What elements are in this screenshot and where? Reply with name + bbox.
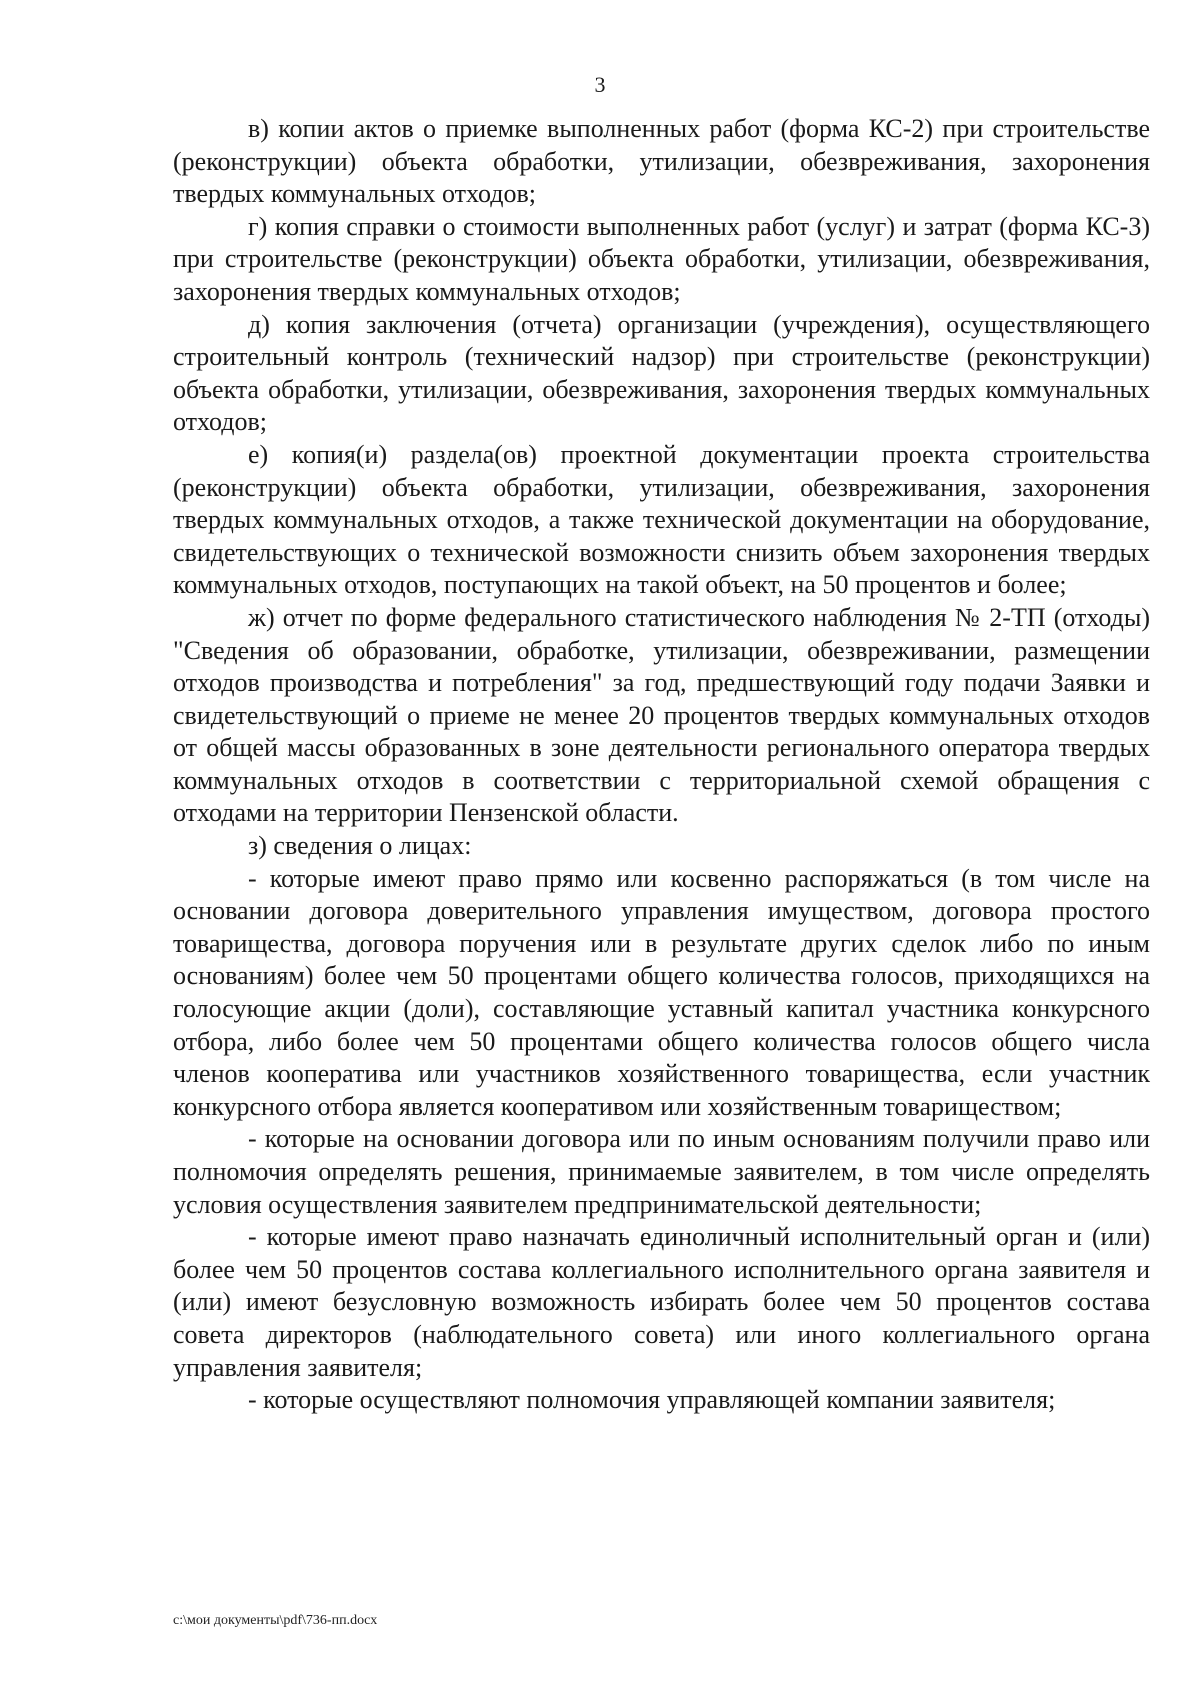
paragraph-g: г) копия справки о стоимости выполненных работ (услуг) и затрат (форма КС-3) при строительстве (реконструкции) объекта обработки, утилизации, обезвреживания, захоронения твердых коммунальных отходов; bbox=[173, 211, 1150, 306]
paragraph-z: з) сведения о лицах: bbox=[248, 831, 472, 861]
page-number: 3 bbox=[594, 72, 606, 97]
document-body bbox=[173, 113, 1150, 1417]
list-item-persons-management: - которые осуществляют полномочия управляющей компании заявителя; bbox=[248, 1385, 1056, 1415]
footer-file-path: c:\мои документы\pdf\736-пп.docx bbox=[173, 1613, 378, 1628]
list-item-persons-decisions: - которые на основании договора или по иным основаниям получили право или полномочия определять решения, принимаемые заявителем, в том числе определять условия осуществления заявителем предпринимательской деятельности; bbox=[173, 1124, 1150, 1219]
paragraph-zh: ж) отчет по форме федерального статистического наблюдения № 2-ТП (отходы) "Сведения об образовании, обработке, утилизации, обезвреживании, размещении отходов производства и потребления" за год, предшествующий году подачи Заявки и свидетельствующий о приеме не менее 20 процентов твердых коммунальных отходов от общей массы образованных в зоне деятельности регионального оператора твердых коммунальных отходов в соответствии с территориальной схемой обращения с отходами на территории Пензенской области. bbox=[173, 602, 1150, 828]
paragraph-e: е) копия(и) раздела(ов) проектной документации проекта строительства (реконструкции) объекта обработки, утилизации, обезвреживания, захоронения твердых коммунальных отходов, а также технической документации на оборудование, свидетельствующих о технической возможности снизить объем захоронения твердых коммунальных отходов, поступающих на такой объект, на 50 процентов и более; bbox=[173, 439, 1150, 600]
list-item-persons-voting: - которые имеют право прямо или косвенно распоряжаться (в том числе на основании договора доверительного управления имуществом, договора простого товарищества, договора поручения или в результате других сделок либо по иным основаниям) более чем 50 процентами общего количества голосов, приходящихся на голосующие акции (доли), составляющие уставный капитал участника конкурсного отбора, либо более чем 50 процентами общего количества голосов общего числа членов кооператива или участников хозяйственного товарищества, если участник конкурсного отбора является кооперативом или хозяйственным товариществом; bbox=[173, 863, 1150, 1121]
paragraph-v: в) копии актов о приемке выполненных работ (форма КС-2) при строительстве (реконструкции) объекта обработки, утилизации, обезвреживания, захоронения твердых коммунальных отходов; bbox=[173, 114, 1150, 209]
list-item-persons-appoint: - которые имеют право назначать единоличный исполнительный орган и (или) более чем 50 процентов состава коллегиального исполнительного органа заявителя и (или) имеют безусловную возможность избирать более чем 50 процентов состава совета директоров (наблюдательного совета) или иного коллегиального органа управления заявителя; bbox=[173, 1222, 1150, 1382]
paragraph-d: д) копия заключения (отчета) организации (учреждения), осуществляющего строительный контроль (технический надзор) при строительстве (реконструкции) объекта обработки, утилизации, обезвреживания, захоронения твердых коммунальных отходов; bbox=[173, 309, 1150, 437]
